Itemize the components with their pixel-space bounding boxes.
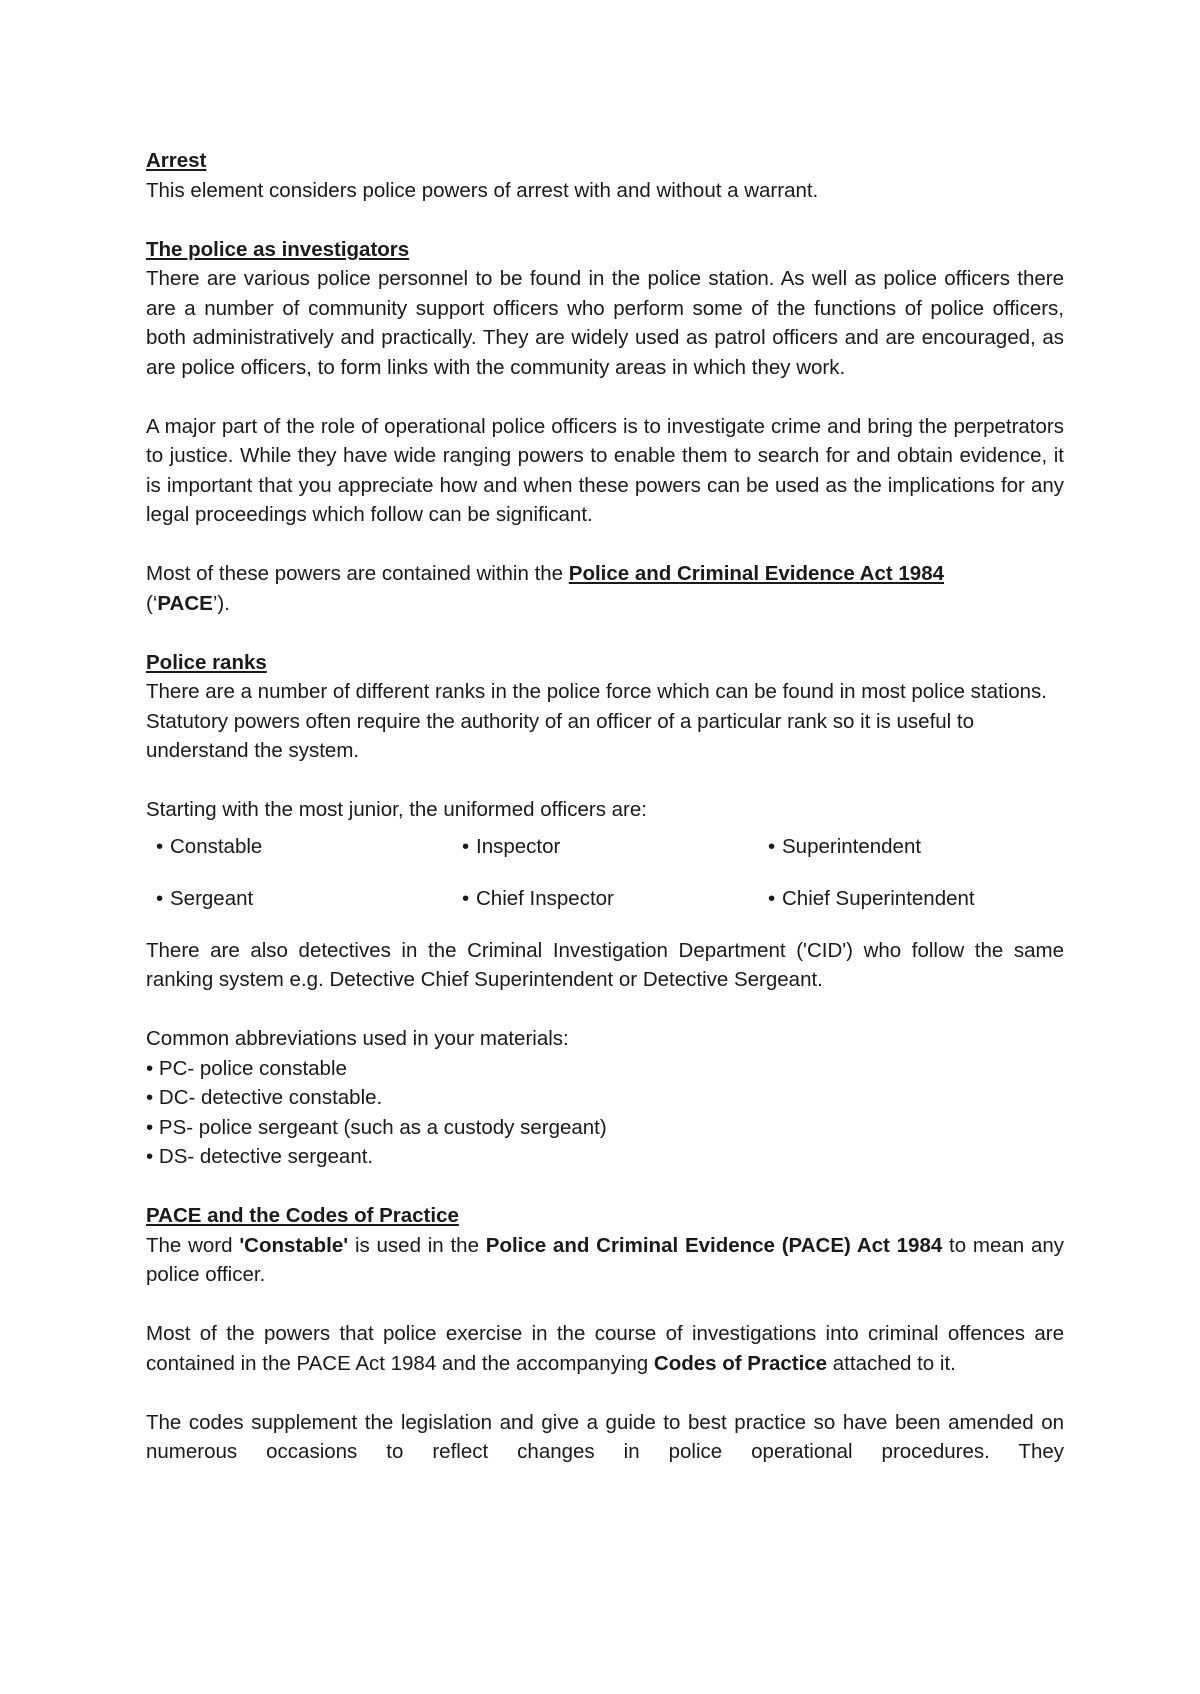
pace-intro-text: Most of these powers are contained within the [146, 562, 569, 585]
pace-paragraph-1 [146, 1231, 1064, 1290]
investigators-paragraph-2: A major part of the role of operational police officers is to investigate crime and bring the perpetrators to justice. While they have wide ranging powers to enable them to search for and obtain evidence, it is important that you appreciate how and when these powers can be used as the implications for any legal proceedings which follow can be significant. [146, 414, 1064, 526]
heading-police-as-investigators: The police as investigators [146, 237, 410, 261]
bullet: • [156, 834, 164, 858]
text-run: is used in the [348, 1233, 486, 1257]
abbreviations-list [146, 1054, 1064, 1172]
abbreviation-text: PS- police sergeant (such as a custody sergeant) [158, 1115, 607, 1139]
bullet: • [156, 886, 164, 910]
text-run: attached to it. [827, 1351, 956, 1375]
rank-label: Inspector [476, 834, 561, 858]
investigators-paragraph-1: There are various police personnel to be found in the police station. As well as police officers there are a number of community support officers who perform some of the functions of police officers, both administratively and practically. They are widely used as patrol officers and are encouraged, as are police officers, to form links with the community areas in which they work. [146, 267, 1064, 379]
heading-police-ranks: Police ranks [146, 650, 267, 674]
rank-label: Constable [170, 834, 263, 858]
list-item [146, 884, 452, 914]
bullet: • [462, 886, 470, 910]
rank-label: Sergeant [170, 886, 254, 910]
abbreviation-text: PC- police constable [158, 1056, 347, 1080]
pace-act-title: Police and Criminal Evidence Act 1984 [568, 562, 944, 585]
bullet: • [768, 886, 776, 910]
abbreviation-text: DC- detective constable. [158, 1086, 383, 1109]
bullet: • [146, 1056, 154, 1080]
bullet: • [146, 1115, 154, 1139]
rank-label: Superintendent [782, 834, 922, 858]
ranks-paragraph-2: There are also detectives in the Criminal Investigation Department ('CID') who follow the same ranking system e.g. Detective Chief Superintendent or Detective Sergeant. [146, 938, 1064, 991]
text-run: to mean any police officer. [146, 1233, 1064, 1286]
bullet: • [768, 834, 776, 858]
pace-open-quote: (‘ [146, 591, 158, 615]
codes-of-practice-term: Codes of Practice [653, 1351, 828, 1375]
list-item [452, 832, 758, 862]
investigators-paragraph-3 [146, 559, 1064, 618]
list-item [758, 884, 1064, 914]
heading-pace-codes-of-practice: PACE and the Codes of Practice [146, 1204, 459, 1227]
list-item [146, 832, 452, 862]
list-item [758, 832, 1064, 862]
constable-term: 'Constable' [239, 1233, 349, 1257]
bullet: • [146, 1145, 154, 1168]
rank-label: Chief Superintendent [782, 886, 975, 910]
text-run: The word [146, 1233, 240, 1257]
ranks-list [146, 832, 1064, 914]
rank-label: Chief Inspector [476, 886, 614, 910]
heading-arrest: Arrest [146, 149, 207, 172]
abbreviation-text: DS- detective sergeant. [158, 1145, 374, 1168]
document-page [146, 146, 1064, 1467]
pace-act-name: Police and Criminal Evidence (PACE) Act 1984 [485, 1233, 943, 1257]
abbreviations-intro: Common abbreviations used in your materials: [146, 1027, 569, 1050]
pace-abbreviation: PACE [157, 591, 213, 615]
pace-close-quote: ’). [212, 591, 230, 615]
list-item [146, 1054, 1064, 1084]
bullet: • [462, 834, 470, 858]
list-item [146, 1142, 1064, 1172]
bullet: • [146, 1086, 154, 1109]
pace-paragraph-2 [146, 1319, 1064, 1378]
arrest-text: This element considers police powers of arrest with and without a warrant. [146, 178, 819, 202]
list-item [452, 884, 758, 914]
pace-paragraph-3: The codes supplement the legislation and give a guide to best practice so have been amended on numerous occasions to reflect changes in police operational procedures. They [146, 1410, 1064, 1463]
list-item [146, 1083, 1064, 1113]
list-item [146, 1113, 1064, 1143]
ranks-intro: Starting with the most junior, the uniformed officers are: [146, 798, 647, 821]
ranks-paragraph-1: There are a number of different ranks in the police force which can be found in most police stations. Statutory powers often require the authority of an officer of a particular rank so it is useful to understand the system. [146, 680, 1047, 762]
text-run: Most of the powers that police exercise in the course of investigations into criminal offences are contained in the PACE Act 1984 and the accompanying [146, 1322, 1064, 1375]
